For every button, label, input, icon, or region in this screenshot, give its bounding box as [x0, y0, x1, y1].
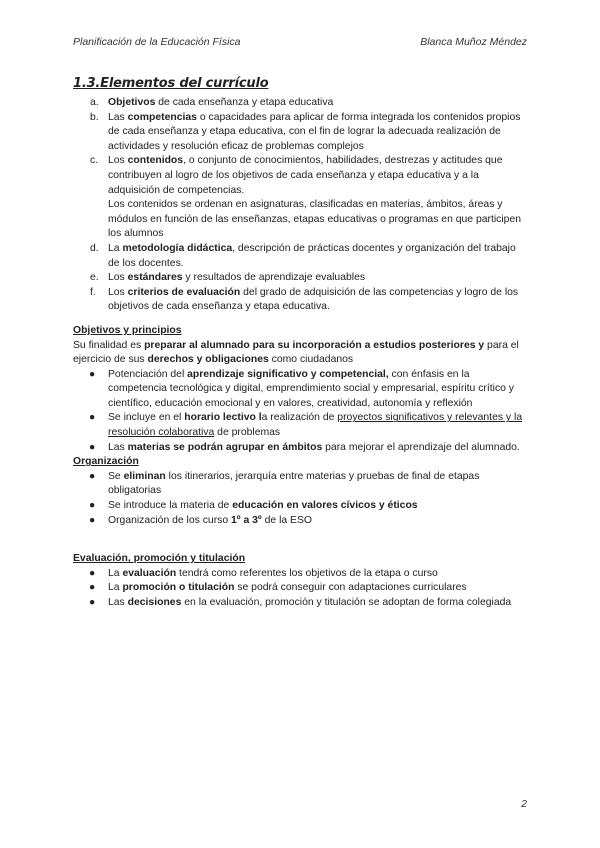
list-item — [73, 96, 529, 111]
item-bold-text: metodología didáctica — [122, 242, 233, 254]
item-text: con énfasis en la competencia tecnológica y digital, emprendimiento social y empresarial, espíritu crítico y científico, educación emocional y en valores, creatividad, autonomía y reflexión — [108, 368, 514, 409]
intro-bold-text: derechos y obligaciones — [147, 354, 269, 366]
bullet-icon: ● — [89, 582, 96, 594]
list-item — [73, 368, 529, 412]
item-text: Los — [108, 286, 128, 298]
organizacion-heading: Organización — [73, 456, 139, 468]
bullet-icon: ● — [89, 368, 96, 380]
list-marker: b. — [90, 111, 99, 123]
item-text: o capacidades para aplicar de forma integrada los contenidos propios de cada enseñanza y etapa educativa, con el fin de lograr la adecuada realización de actividades y resolución eficaz de problemas complejos — [108, 111, 521, 152]
item-text: los itinerarios, jerarquía entre materias y pruebas de final de etapas obligatorias — [108, 470, 480, 497]
list-marker: e. — [90, 272, 99, 284]
item-text: Las — [108, 597, 128, 608]
item-bold-text: criterios de evaluación — [127, 286, 241, 298]
objetivos-list — [73, 368, 529, 456]
item-text: de cada enseñanza y etapa educativa — [155, 97, 334, 108]
list-item — [73, 567, 529, 582]
item-text: La — [108, 567, 123, 579]
item-text: Las — [108, 111, 128, 123]
header-right-text: Blanca Muñoz Méndez — [420, 36, 527, 48]
item-text: a realización de — [261, 412, 338, 424]
item-bold-text: educación en valores cívicos y éticos — [232, 500, 418, 512]
list-item — [73, 411, 529, 440]
list-item — [73, 514, 529, 529]
item-bold-text: aprendizaje significativo y competencial, — [187, 368, 389, 380]
item-text: de la ESO — [261, 514, 312, 526]
list-item — [73, 111, 529, 155]
item-text: Organización de los curso — [108, 514, 232, 526]
header-left-text: Planificación de la Educación Física — [73, 36, 241, 48]
item-text: y resultados de aprendizaje evaluables — [182, 272, 366, 284]
evaluacion-heading: Evaluación, promoción y titulación — [73, 553, 246, 565]
list-item — [73, 581, 529, 596]
item-text: Se introduce la materia de — [108, 500, 233, 512]
intro-text: para el ejercicio de sus — [73, 339, 519, 366]
organizacion-list — [73, 470, 529, 528]
item-text: Las — [108, 441, 128, 453]
item-text: del grado de adquisición de las competencias y logro de los objetivos de cada enseñanza y etapa educativa. — [108, 286, 519, 313]
list-marker: a. — [90, 97, 99, 108]
item-text: , descripción de prácticas docentes y organización del trabajo de los docentes. — [108, 242, 516, 269]
list-marker: d. — [90, 242, 99, 254]
list-item — [73, 242, 529, 271]
item-bold-text: promoción o titulación — [122, 582, 235, 594]
item-text: La — [108, 582, 123, 594]
bullet-icon: ● — [89, 567, 96, 579]
item-text: La — [108, 242, 123, 254]
objetivos-intro — [73, 339, 529, 368]
section-title: 1.3.Elementos del currículo — [73, 76, 269, 91]
list-item — [73, 441, 529, 456]
bullet-icon: ● — [89, 514, 96, 526]
item-bold-text: horario lectivo l — [184, 412, 262, 424]
item-text: Potenciación del — [108, 368, 188, 380]
item-text: de problemas — [214, 427, 281, 439]
list-item — [73, 596, 529, 611]
document-body — [73, 96, 529, 611]
page-number: 2 — [521, 798, 527, 810]
item-extra-text: Los contenidos se ordenan en asignaturas, clasificadas en materias, ámbitos, áreas y módulos en función de las enseñanzas, etapas educativas o programas en que participen los alumnos — [108, 199, 522, 240]
item-text: para mejorar el aprendizaje del alumnado. — [322, 441, 520, 453]
item-underlined-text: proyectos significativos y relevantes y la resolución colaborativa — [108, 412, 523, 439]
curriculum-elements-list — [73, 96, 529, 315]
bullet-icon: ● — [89, 441, 96, 453]
list-item — [73, 470, 529, 499]
item-bold-text: competencias — [127, 111, 197, 123]
intro-bold-text: preparar al alumnado para su incorporación a estudios posteriores y — [144, 339, 485, 351]
item-bold-text: materias se podrán agrupar en ámbitos — [127, 441, 323, 453]
item-bold-text: estándares — [127, 272, 183, 284]
item-text: Los — [108, 155, 128, 167]
item-text: Se — [108, 470, 124, 482]
item-bold-text: contenidos — [127, 155, 184, 167]
intro-text: como ciudadanos — [268, 354, 354, 366]
item-text: Se incluye en el — [108, 412, 185, 424]
bullet-icon: ● — [89, 470, 96, 482]
bullet-icon: ● — [89, 412, 96, 424]
evaluacion-list — [73, 567, 529, 611]
item-text: en la evaluación, promoción y titulación se adoptan de forma colegiada — [181, 597, 512, 608]
item-bold-text: evaluación — [122, 567, 177, 579]
list-item — [73, 499, 529, 514]
bullet-icon: ● — [89, 500, 96, 512]
list-item — [73, 154, 529, 242]
list-item — [73, 286, 529, 315]
item-text: se podrá conseguir con adaptaciones curriculares — [234, 582, 467, 594]
item-bold-text: eliminan — [123, 470, 166, 482]
list-marker: f. — [90, 286, 96, 298]
item-bold-text: Objetivos — [108, 97, 156, 108]
item-text: tendrá como referentes los objetivos de la etapa o curso — [176, 567, 438, 579]
item-bold-text: decisiones — [127, 597, 182, 608]
bullet-icon: ● — [89, 597, 96, 608]
item-text: , o conjunto de conocimientos, habilidades, destrezas y actitudes que contribuyen al logro de los objetivos de cada enseñanza y etapa educativa y a la adquisición de competencias. — [108, 155, 503, 196]
list-item — [73, 271, 529, 286]
item-bold-text: 1º a 3º — [231, 514, 262, 526]
intro-text: Su finalidad es — [73, 339, 145, 351]
objetivos-heading: Objetivos y principios — [73, 324, 182, 336]
list-marker: c. — [90, 155, 99, 167]
item-text: Los — [108, 272, 128, 284]
